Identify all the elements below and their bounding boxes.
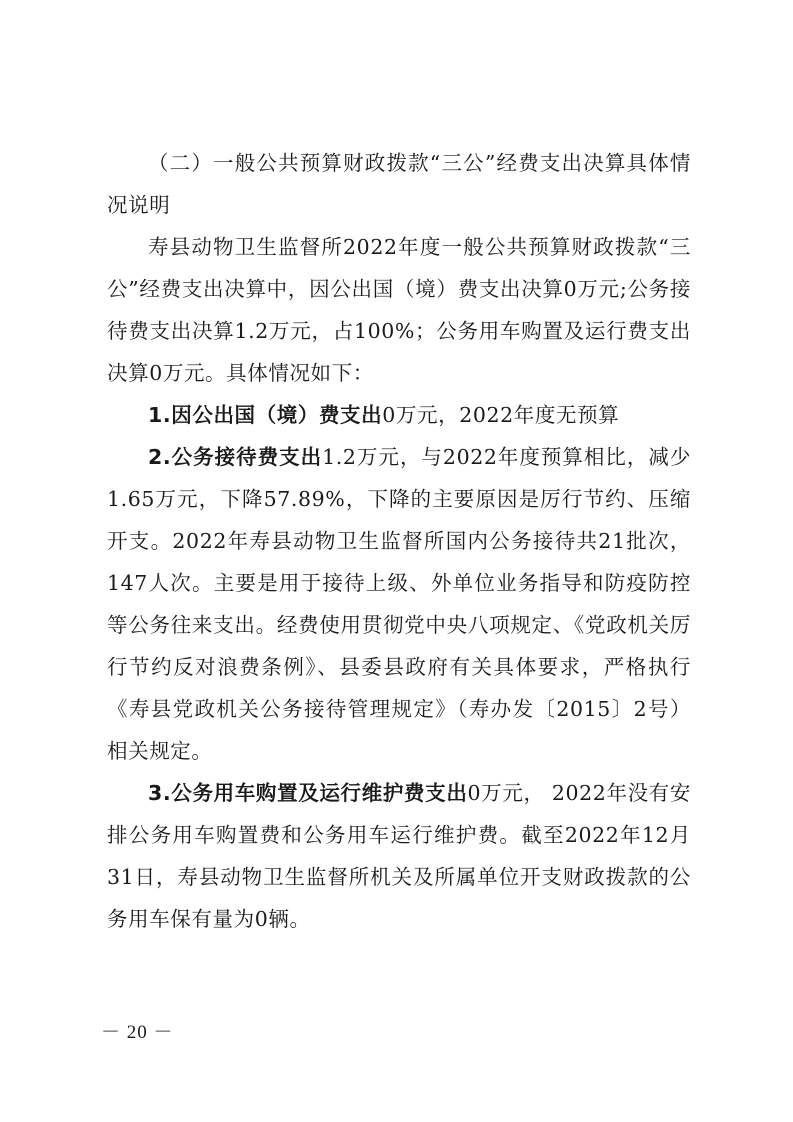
item-outbound-travel (107, 394, 691, 436)
item-outbound-travel-text: 0万元，2022年度无预算 (382, 403, 620, 427)
item-vehicles-lead: 3.公务用车购置及运行维护费支出 (148, 781, 468, 805)
item-reception-lead: 2.公务接待费支出 (148, 445, 323, 469)
item-reception-text: 1.2万元，与2022年度预算相比，减少1.65万元，下降57.89%，下降的主要原因是厉行节约、压缩开支。2022年寿县动物卫生监督所国内公务接待共21批次，147人次。主要是用于接待上级、外单位业务指导和防疫防控等公务往来支出。经费使用贯彻党中央八项规定、《党政机关厉行节约反对浪费条例》、县委县政府有关具体要求，严格执行《寿县党政机关公务接待管理规定》（寿办发〔2015〕2号）相关规定。 (107, 445, 691, 763)
document-body (107, 142, 691, 940)
summary-paragraph: 寿县动物卫生监督所2022年度一般公共预算财政拨款“三公”经费支出决算中，因公出国（境）费支出决算0万元;公务接待费支出决算1.2万元，占100%；公务用车购置及运行费支出决算0万元。具体情况如下： (107, 235, 691, 385)
section-heading: （二）一般公共预算财政拨款“三公”经费支出决算具体情况说明 (107, 151, 691, 217)
page-number: － 20 － (101, 1022, 174, 1043)
item-reception (107, 436, 691, 772)
item-outbound-travel-lead: 1.因公出国（境）费支出 (148, 403, 383, 427)
item-vehicles-text: 0万元， 2022年没有安排公务用车购置费和公务用车运行维护费。截至2022年12月31日，寿县动物卫生监督所机关及所属单位开支财政拨款的公务用车保有量为0辆。 (107, 781, 692, 931)
item-vehicles (107, 772, 691, 940)
